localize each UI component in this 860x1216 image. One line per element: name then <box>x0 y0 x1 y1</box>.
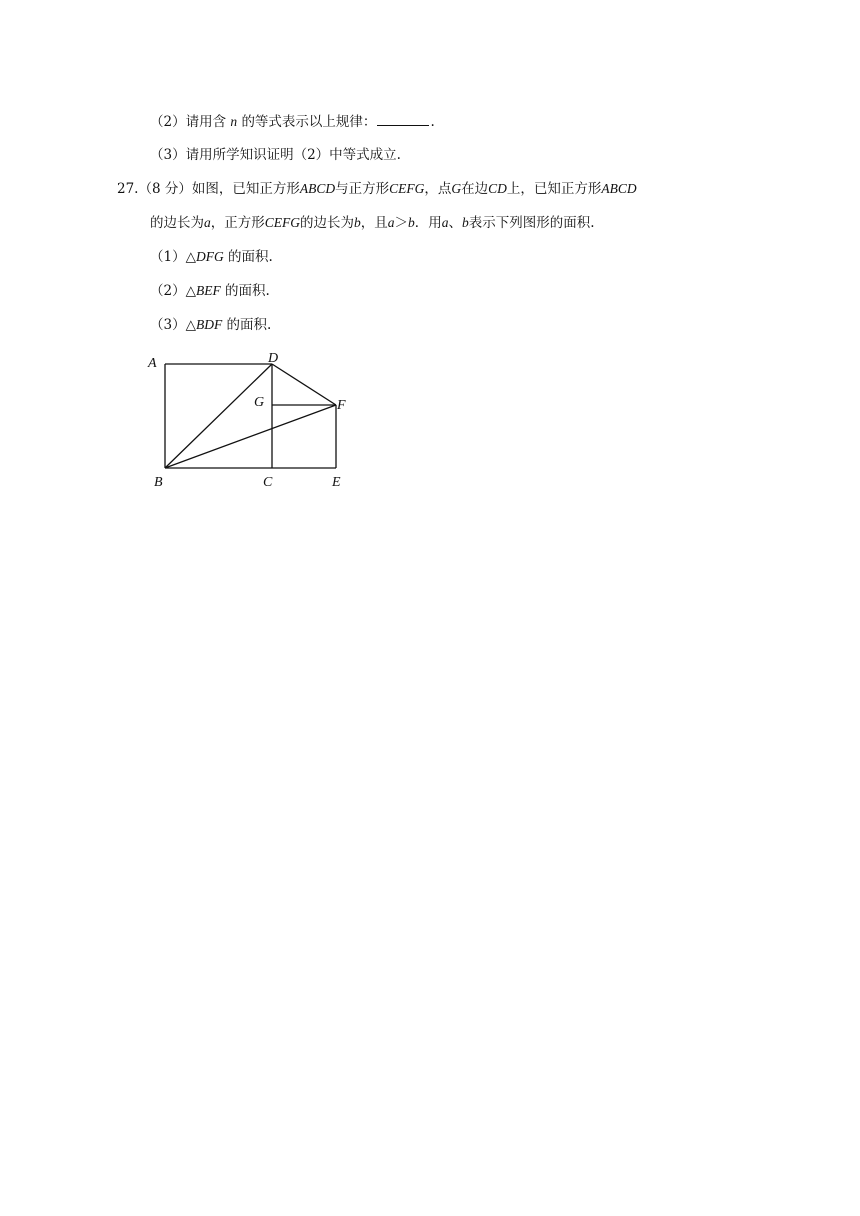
label-a: A <box>148 356 157 371</box>
math-cefg: CEFG <box>264 215 300 230</box>
label-b: B <box>154 475 163 490</box>
part-prefix: （1）△ <box>150 249 196 265</box>
question-score: （8 分） <box>138 181 192 197</box>
part-prefix: （2）请用含 <box>150 114 227 130</box>
label-d: D <box>268 351 279 366</box>
label-e: E <box>332 475 341 490</box>
part-suffix: 的面积. <box>225 283 270 299</box>
prev-question-part-3: （3）请用所学知识证明（2）中等式成立. <box>150 147 401 163</box>
math-a: a <box>204 215 211 230</box>
text: 如图，已知正方形 <box>191 181 300 197</box>
triangle-name: BEF <box>195 283 221 298</box>
math-b: b <box>354 215 361 230</box>
label-g: G <box>254 395 265 410</box>
q27-line-1 <box>117 180 637 198</box>
question-number: 27. <box>117 181 139 197</box>
text: ，正方形 <box>210 215 265 231</box>
math-a: a <box>387 215 395 230</box>
greater-than-sign: ＞ <box>394 215 408 231</box>
math-abcd: ABCD <box>299 181 336 196</box>
text: ．用 <box>414 215 442 231</box>
triangle-name: DFG <box>195 249 224 264</box>
text: ，点 <box>424 181 452 197</box>
period: . <box>430 114 435 130</box>
text: 与正方形 <box>335 181 390 197</box>
text: 的边长为 <box>300 215 354 231</box>
label-c: C <box>263 475 273 490</box>
q27-part-2 <box>150 282 270 300</box>
geometry-figure <box>140 346 370 496</box>
math-a: a <box>441 215 449 230</box>
q27-part-3 <box>150 316 271 334</box>
math-abcd: ABCD <box>601 181 637 196</box>
prev-question-part-2 <box>150 113 435 131</box>
variable-n: n <box>230 114 238 129</box>
q27-line-2 <box>150 214 595 232</box>
triangle-name: BDF <box>195 317 223 332</box>
part-prefix: （2）△ <box>150 283 196 299</box>
part-prefix: （3）△ <box>150 317 196 333</box>
segment-bf <box>165 405 336 468</box>
segment-bd <box>165 364 272 468</box>
label-f: F <box>337 398 346 413</box>
part-suffix: 的面积. <box>228 249 273 265</box>
part-suffix: 的面积. <box>226 317 272 333</box>
math-b: b <box>408 215 415 230</box>
text: 上，已知正方形 <box>506 181 602 197</box>
part-text: 的等式表示以上规律： <box>241 114 377 130</box>
text: 的边长为 <box>150 215 204 231</box>
math-cd: CD <box>488 181 507 196</box>
segment-df <box>272 364 336 405</box>
answer-blank[interactable] <box>377 113 429 126</box>
math-g: G <box>451 181 462 196</box>
text: 表示下列图形的面积. <box>468 215 595 231</box>
q27-part-1 <box>150 248 273 266</box>
text: ，且 <box>360 215 388 231</box>
text: 、 <box>448 215 462 231</box>
math-b: b <box>462 215 469 230</box>
text: 在边 <box>461 181 489 197</box>
math-cefg: CEFG <box>389 181 425 196</box>
